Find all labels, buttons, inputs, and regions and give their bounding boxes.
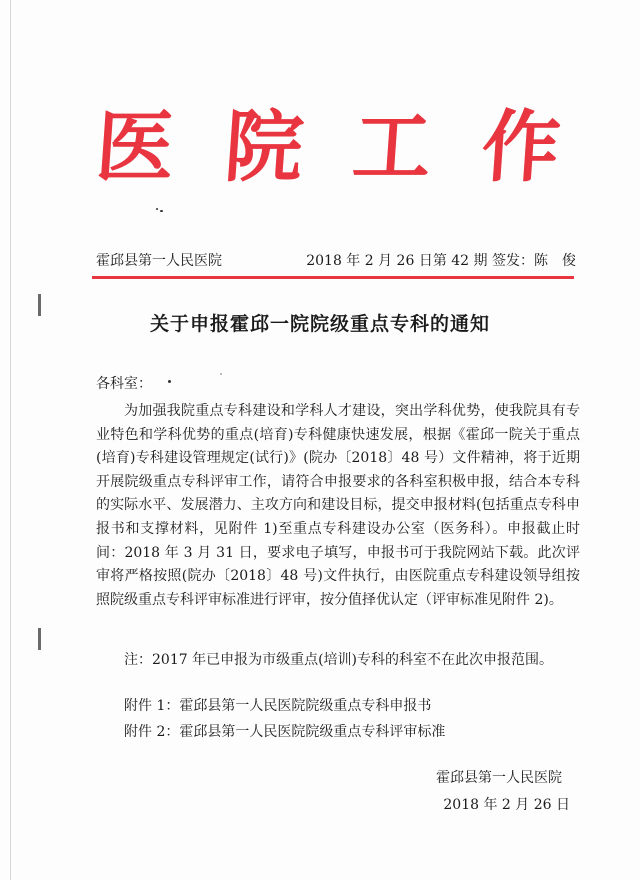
scan-speck: [156, 208, 158, 210]
body-paragraph: [96, 400, 580, 612]
scan-speck: [220, 373, 222, 375]
scan-edge-line: [10, 0, 11, 880]
salutation: 各科室：: [96, 376, 152, 392]
note-text: 注：2017 年已申报为市级重点(培训)专科的科室不在此次申报范围。: [124, 652, 554, 668]
red-divider-rule: [92, 276, 574, 279]
issue-info: 2018 年 2 月 26 日第 42 期 签发：陈 俊: [306, 253, 576, 269]
issue-meta-row: [96, 250, 576, 272]
masthead-char: 工: [350, 102, 435, 193]
document-title: 关于申报霍邱一院院级重点专科的通知: [149, 313, 490, 335]
body-paragraph-text: 为加强我院重点专科建设和学科人才建设，突出学科优势，使我院具有专业特色和学科优势的重点(培育)专科健康快速发展，根据《霍邱一院关于重点(培育)专科建设管理规定(试行)》(院办〔2018〕48 号）文件精神，将于近期开展院级重点专科评审工作，请符合申报要求的各科室积极申报，结合本专科的实际水平、发展潜力、主攻方向和建设目标，提交申报材料(包括重点专科申报书和支撑材料，见附件 1)至重点专科建设办公室（医务科）。申报截止时间：2018 年 3 月 31 日，要求电子填写，申报书可于我院网站下载。此次评审将严格按照(院办〔2018〕48 号)文件执行，由医院重点专科建设领导组按照院级重点专科评审标准进行评审，按分值择优认定（评审标准见附件 2)。: [96, 403, 580, 608]
scan-speck: [168, 380, 171, 383]
issuer-name: 霍邱县第一人民医院: [96, 253, 222, 269]
scan-speck: [160, 210, 163, 212]
attachment-item: 附件 2：霍邱县第一人民医院院级重点专科评审标准: [124, 724, 446, 740]
signature-date: 2018 年 2 月 26 日: [443, 797, 570, 813]
signature-org: 霍邱县第一人民医院: [436, 770, 562, 786]
attachment-item: 附件 1：霍邱县第一人民医院院级重点专科申报书: [124, 698, 432, 714]
masthead-title: [92, 102, 564, 194]
masthead-char: 医: [92, 102, 178, 193]
binder-hole-mark: [38, 628, 41, 650]
masthead-char: 作: [478, 102, 564, 193]
masthead-char: 院: [221, 102, 306, 193]
